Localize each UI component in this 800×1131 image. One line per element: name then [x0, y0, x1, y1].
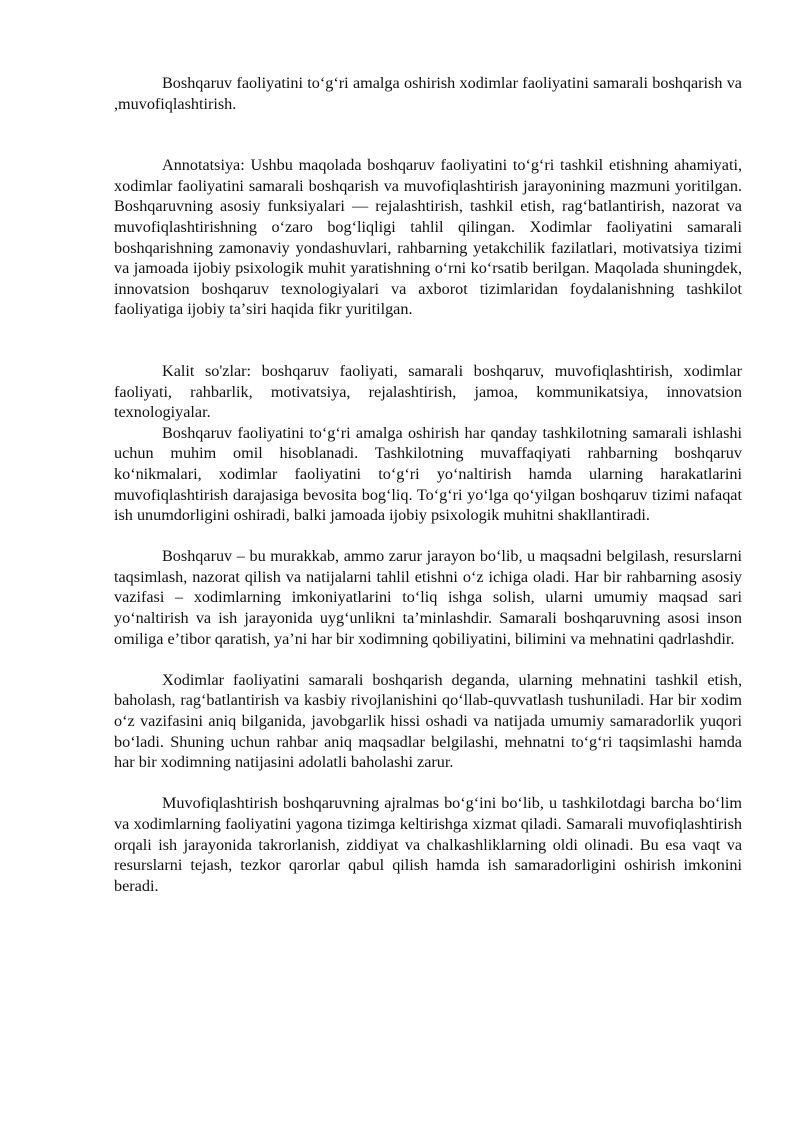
abstract-paragraph: Annotatsiya: Ushbu maqolada boshqaruv faoliyatini toʻgʻri tashkil etishning ahamiyati, xodimlar faoliyatini samarali boshqarish va muvofiqlashtirish jarayonining mazmuni yoritilgan. Boshqaruvning asosiy funksiyalari — rejalashtirish, tashkil etish, ragʻbatlantirish, nazorat va muvofiqlashtirishning oʻzaro bogʻliqligi tahlil qilingan. Xodimlar faoliyatini samarali boshqarishning zamonaviy yondashuvlari, rahbarning yetakchilik fazilatlari, motivatsiya tizimi va jamoada ijobiy psixologik muhit yaratishning oʻrni koʻrsatib berilgan. Maqolada shuningdek, innovatsion boshqaruv texnologiyalari va axborot tizimlaridan foydalanishning tashkilot faoliyatiga ijobiy taʼsiri haqida fikr yuritilgan. [114, 156, 742, 319]
body-paragraph-2: Boshqaruv – bu murakkab, ammo zarur jarayon boʻlib, u maqsadni belgilash, resurslarni taqsimlash, nazorat qilish va natijalarni tahlil etishni oʻz ichiga oladi. Har bir rahbarning asosiy vazifasi – xodimlarning imkoniyatlarini toʻliq ishga solish, ularni umumiy maqsad sari yoʻnaltirish va ish jarayonida uygʻunlikni taʼminlashdir. Samarali boshqaruvning asosi inson omiliga eʼtibor qaratish, yaʼni har bir xodimning qobiliyatini, bilimini va mehnatini qadrlashdir. [114, 547, 742, 648]
body-paragraph-3: Xodimlar faoliyatini samarali boshqarish deganda, ularning mehnatini tashkil etish, baholash, ragʻbatlantirish va kasbiy rivojlanishini qoʻllab-quvvatlash tushuniladi. Har bir xodim oʻz vazifasini aniq bilganida, javobgarlik hissi oshadi va natijada umumiy samaradorlik yuqori boʻladi. Shuning uchun rahbar aniq maqsadlar belgilashi, mehnatni toʻgʻri taqsimlashi hamda har bir xodimning natijasini adolatli baholashi zarur. [114, 670, 742, 772]
document-title: Boshqaruv faoliyatini toʻgʻri amalga oshirish xodimlar faoliyatini samarali boshqarish va ,muvofiqlashtirish. [114, 74, 742, 113]
body-paragraph-4: Muvofiqlashtirish boshqaruvning ajralmas boʻgʻini boʻlib, u tashkilotdagi barcha boʻlim va xodimlarning faoliyatini yagona tizimga keltirishga xizmat qiladi. Samarali muvofiqlashtirish orqali ish jarayonida takrorlanish, ziddiyat va chalkashliklarning oldi olinadi. Bu esa vaqt va resurslarni tejash, tezkor qarorlar qabul qilish hamda ish samaradorligini oshirish imkonini beradi. [114, 794, 742, 895]
document-page [114, 73, 742, 896]
keywords-paragraph: Kalit so'zlar: boshqaruv faoliyati, samarali boshqaruv, muvofiqlashtirish, xodimlar faoliyati, rahbarlik, motivatsiya, rejalashtirish, jamoa, kommunikatsiya, innovatsion texnologiyalar. [114, 361, 742, 422]
body-paragraph-1: Boshqaruv faoliyatini toʻgʻri amalga oshirish har qanday tashkilotning samarali ishlashi uchun muhim omil hisoblanadi. Tashkilotning muvaffaqiyati rahbarning boshqaruv koʻnikmalari, xodimlar faoliyatini toʻgʻri yoʻnaltirish hamda ularning harakatlarini muvofiqlashtirish darajasiga bevosita bogʻliq. Toʻgʻri yoʻlga qoʻyilgan boshqaruv tizimi nafaqat ish unumdorligini oshiradi, balki jamoada ijobiy psixologik muhitni shakllantiradi. [114, 423, 742, 525]
